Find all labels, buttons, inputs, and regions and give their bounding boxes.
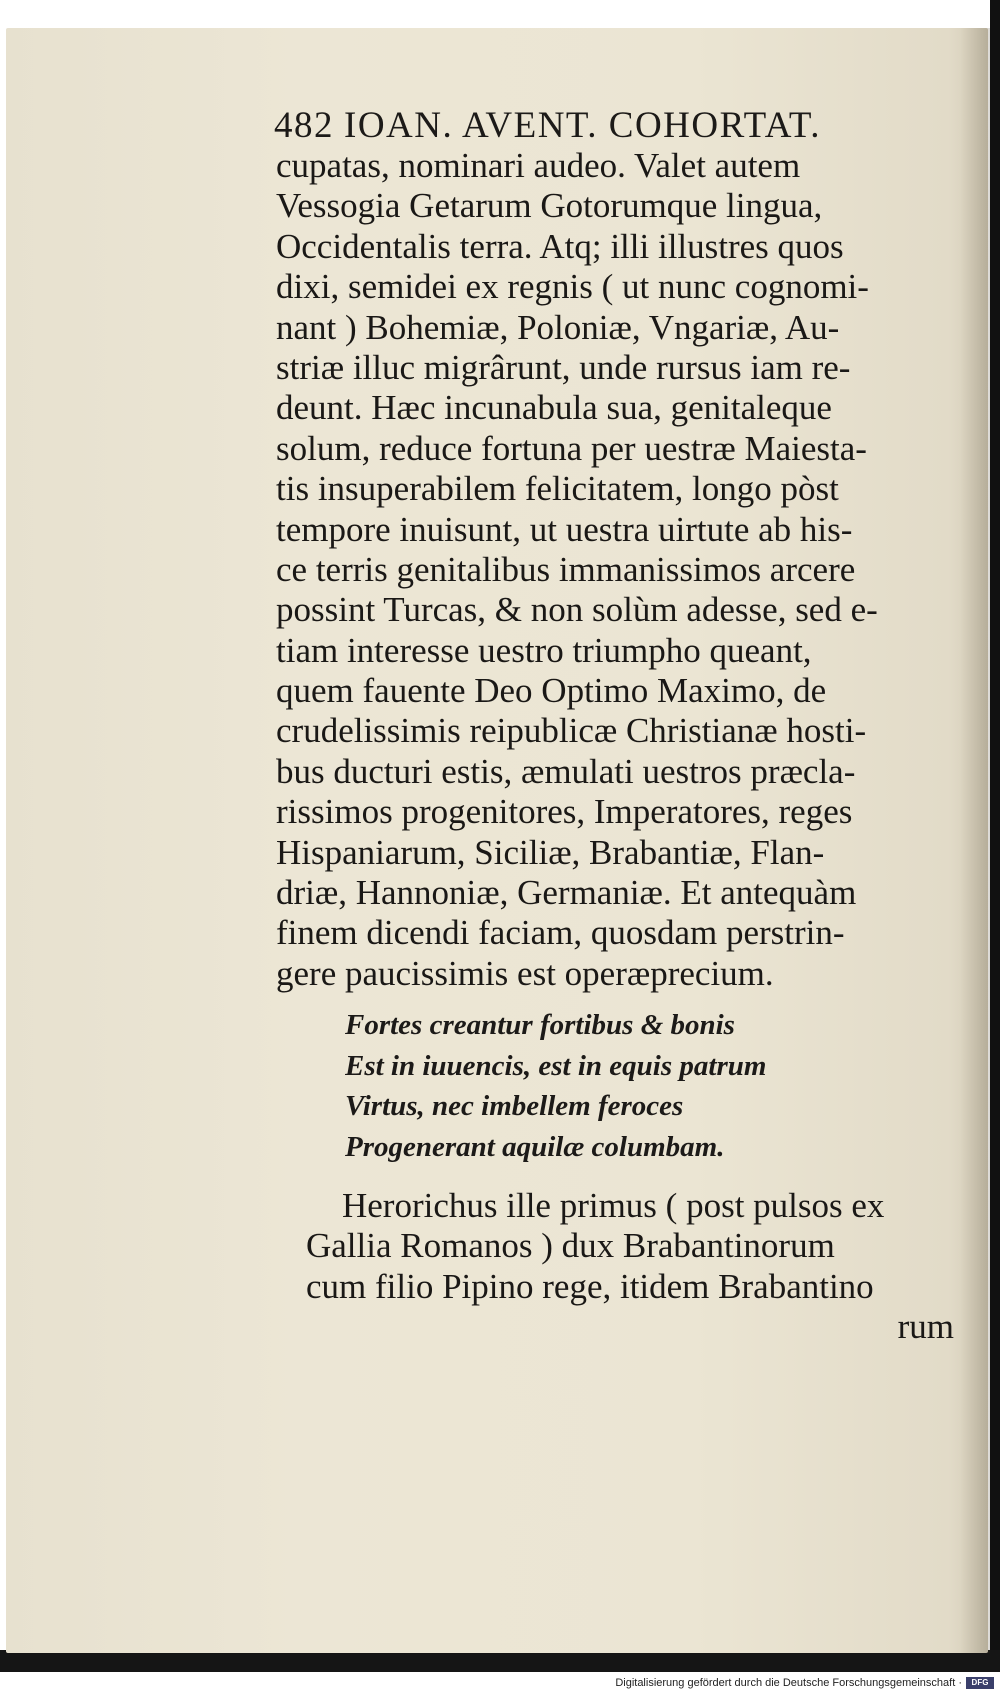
text-line: nant ) Bohemiæ, Poloniæ, Vngariæ, Au-: [276, 307, 840, 347]
text-line: solum, reduce fortuna per uestræ Maiesta-: [276, 428, 867, 468]
text-line: possint Turcas, & non solùm adesse, sed e-: [276, 590, 878, 630]
text-line: tiam interesse uestro triumpho queant,: [276, 630, 812, 670]
verse-line: Progenerant aquilæ columbam.: [345, 1130, 725, 1163]
text-line: Hispaniarum, Siciliæ, Brabantiæ, Flan-: [276, 832, 825, 872]
scan-edge-bottom: [0, 1650, 1000, 1672]
footer-credit: Digitalisierung gefördert durch die Deutsche Forschungsgemeinschaft ·: [615, 1677, 962, 1689]
dfg-logo-icon: DFG: [966, 1677, 994, 1689]
text-line: Occidentalis terra. Atq; illi illustres quos: [276, 226, 844, 266]
page-number: 482: [274, 105, 334, 146]
running-head-title: IOAN. AVENT. COHORTAT.: [344, 105, 821, 146]
text-line: Gallia Romanos ) dux Brabantinorum: [306, 1226, 835, 1266]
closing-paragraph: [306, 1186, 986, 1348]
text-line: Vessogia Getarum Gotorumque lingua,: [276, 186, 823, 226]
text-line: tempore inuisunt, ut uestra uirtute ab his-: [276, 509, 853, 549]
text-line: crudelissimis reipublicæ Christianæ hosti-: [276, 711, 867, 751]
catchword: rum: [897, 1307, 954, 1347]
text-line: bus ducturi estis, æmulati uestros præcla-: [276, 751, 856, 791]
text-line: deunt. Hæc incunabula sua, genitaleque: [276, 388, 832, 428]
verse-line: Virtus, nec imbellem feroces: [345, 1090, 684, 1122]
digitization-footer: [0, 1674, 1000, 1693]
verse-line: Fortes creantur fortibus & bonis: [345, 1009, 735, 1041]
running-head: [274, 104, 821, 147]
text-line: cum filio Pipino rege, itidem Brabantino: [306, 1266, 874, 1306]
text-line: Herorichus ille primus ( post pulsos ex: [342, 1186, 885, 1225]
text-line: striæ illuc migrârunt, unde rursus iam re-: [276, 347, 851, 387]
text-line: gere paucissimis est operæprecium.: [276, 953, 774, 993]
text-line: finem dicendi faciam, quosdam perstrin-: [276, 913, 845, 953]
scan-edge-right: [990, 0, 1000, 1670]
verse-quotation: [345, 1005, 985, 1167]
text-line: tis insuperabilem felicitatem, longo pòst: [276, 469, 839, 509]
text-line: driæ, Hannoniæ, Germaniæ. Et antequàm: [276, 873, 857, 913]
text-line: rissimos progenitores, Imperatores, reges: [276, 792, 853, 832]
text-line: cupatas, nominari audeo. Valet autem: [276, 146, 801, 185]
text-line: quem fauente Deo Optimo Maximo, de: [276, 671, 827, 711]
body-text: [276, 146, 966, 994]
text-line: ce terris genitalibus immanissimos arcere: [276, 549, 856, 589]
verse-line: Est in iuuencis, est in equis patrum: [345, 1049, 767, 1082]
text-line: dixi, semidei ex regnis ( ut nunc cognomi-: [276, 267, 869, 307]
